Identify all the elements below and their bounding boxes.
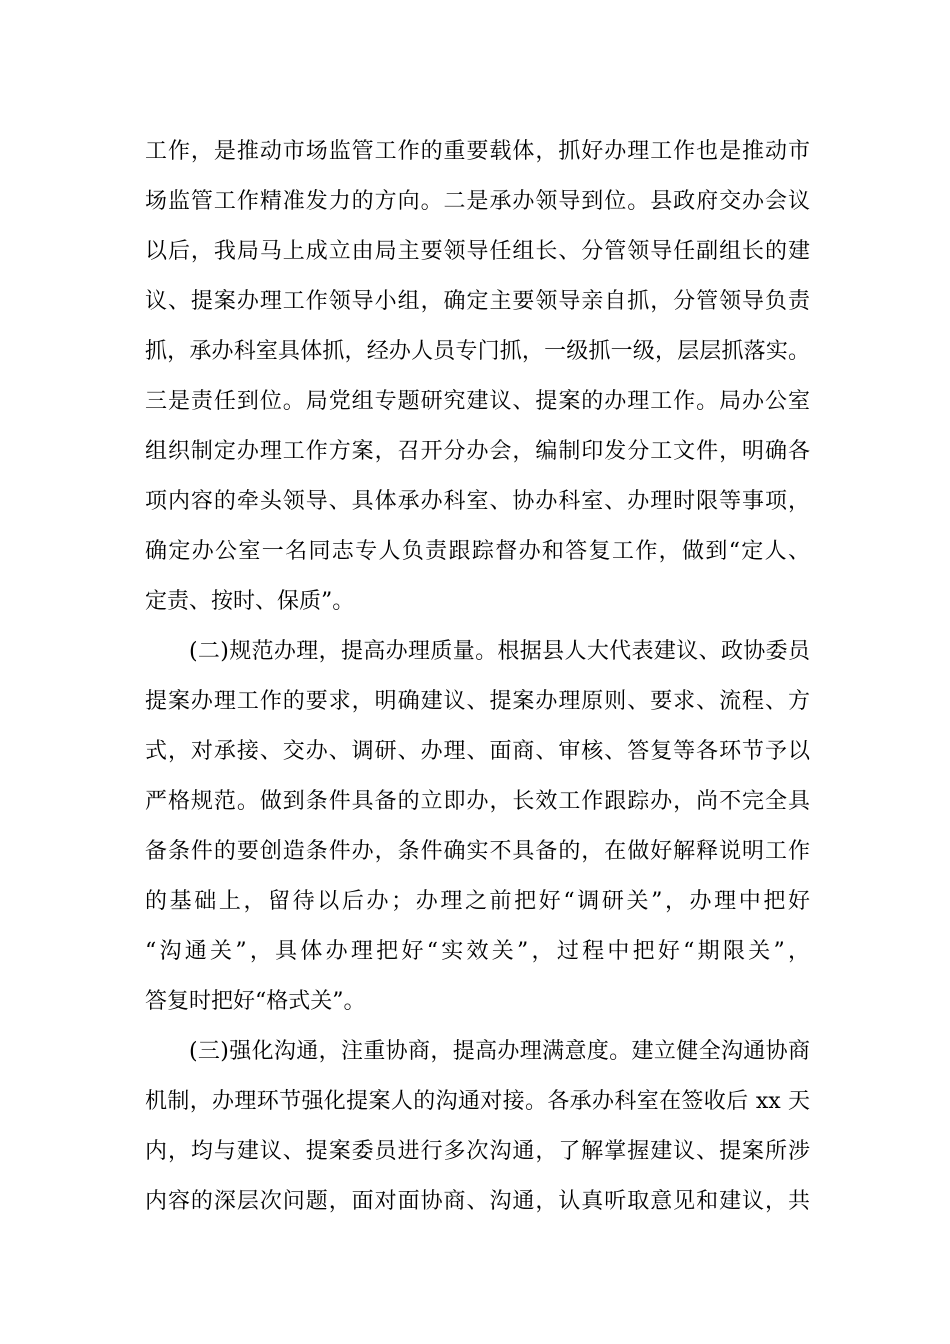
text-line: 式，对承接、交办、调研、办理、面商、审核、答复等各环节予以 bbox=[145, 739, 810, 764]
text-line: 定责、按时、保质”。 bbox=[145, 589, 355, 614]
text-line: “沟通关”，具体办理把好“实效关”，过程中把好“期限关”， bbox=[145, 939, 810, 964]
text-line: 内，均与建议、提案委员进行多次沟通，了解掌握建议、提案所涉 bbox=[145, 1139, 810, 1164]
text-line: 内容的深层次问题，面对面协商、沟通，认真听取意见和建议，共 bbox=[145, 1189, 810, 1214]
text-line: 机制，办理环节强化提案人的沟通对接。各承办科室在签收后 xx 天 bbox=[145, 1089, 810, 1114]
text-line: 严格规范。做到条件具备的立即办，长效工作跟踪办，尚不完全具 bbox=[145, 789, 810, 814]
text-line: 抓，承办科室具体抓，经办人员专门抓，一级抓一级，层层抓落实。 bbox=[145, 339, 810, 364]
text-line: 以后，我局马上成立由局主要领导任组长、分管领导任副组长的建 bbox=[145, 239, 810, 264]
text-line: 提案办理工作的要求，明确建议、提案办理原则、要求、流程、方 bbox=[145, 689, 810, 714]
text-line: 工作，是推动市场监管工作的重要载体，抓好办理工作也是推动市 bbox=[145, 139, 810, 164]
section-heading-line: (二)规范办理，提高办理质量。根据县人大代表建议、政协委员 bbox=[189, 639, 810, 664]
text-line: 项内容的牵头领导、具体承办科室、协办科室、办理时限等事项， bbox=[145, 489, 810, 514]
text-line: 场监管工作精准发力的方向。二是承办领导到位。县政府交办会议 bbox=[145, 189, 810, 214]
section-heading-line: (三)强化沟通，注重协商，提高办理满意度。建立健全沟通协商 bbox=[189, 1039, 810, 1064]
text-line: 备条件的要创造条件办，条件确实不具备的，在做好解释说明工作 bbox=[145, 839, 810, 864]
text-line: 组织制定办理工作方案，召开分办会，编制印发分工文件，明确各 bbox=[145, 439, 810, 464]
text-line: 答复时把好“格式关”。 bbox=[145, 989, 366, 1014]
document-body bbox=[145, 127, 810, 1227]
text-line: 议、提案办理工作领导小组，确定主要领导亲自抓，分管领导负责 bbox=[145, 289, 810, 314]
text-line: 确定办公室一名同志专人负责跟踪督办和答复工作，做到“定人、 bbox=[145, 539, 810, 564]
text-line: 的基础上，留待以后办；办理之前把好“调研关”，办理中把好 bbox=[145, 889, 810, 914]
text-line: 三是责任到位。局党组专题研究建议、提案的办理工作。局办公室 bbox=[145, 389, 810, 414]
